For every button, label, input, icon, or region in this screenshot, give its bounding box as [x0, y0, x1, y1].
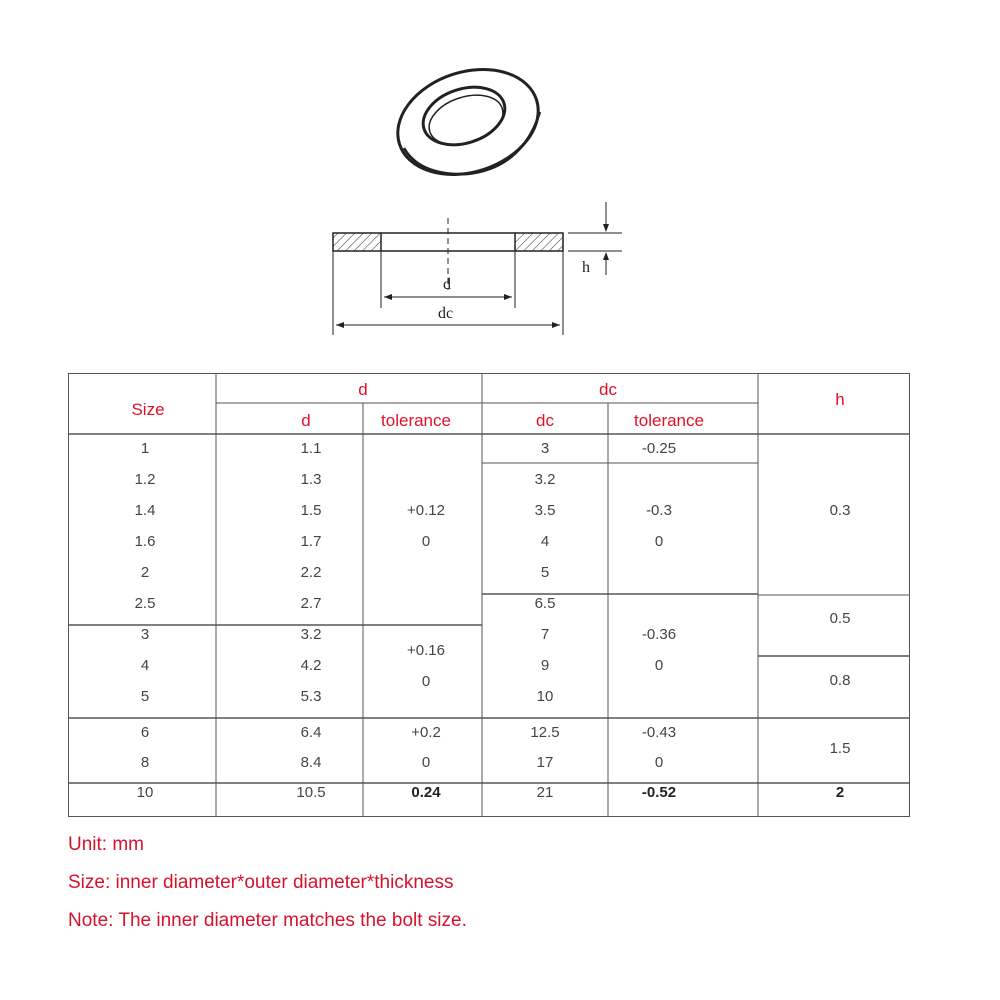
size-cell: 2 [140, 564, 150, 581]
dc-cell: 3.5 [534, 502, 556, 519]
dc-tolerance-upper: -0.43 [641, 724, 677, 741]
washer-cross-section [333, 202, 622, 335]
dc-cell: 6.5 [534, 595, 556, 612]
header-dc-group: dc [599, 380, 617, 399]
size-cell: 1.2 [134, 471, 156, 488]
dc-tolerance-upper: -0.52 [641, 784, 677, 801]
dc-cell: 12.5 [530, 724, 560, 741]
size-cell: 2.5 [134, 595, 156, 612]
size-cell: 5 [140, 688, 150, 705]
header-dc: dc [536, 411, 554, 430]
unit-note: Unit: mm [68, 834, 144, 855]
spec-table-svg [68, 373, 910, 817]
washer-perspective-icon [384, 52, 552, 192]
d-tolerance-upper: +0.12 [407, 502, 445, 519]
dc-cell: 7 [540, 626, 550, 643]
dc-tolerance-lower: 0 [654, 533, 664, 550]
d-cell: 8.4 [300, 754, 322, 771]
d-cell: 10.5 [296, 784, 326, 801]
h-cell: 2 [835, 784, 845, 801]
size-cell: 1.4 [134, 502, 156, 519]
header-d-group: d [358, 380, 368, 399]
washer-drawing-svg [300, 50, 640, 350]
d-cell: 1.3 [300, 471, 322, 488]
d-cell: 2.7 [300, 595, 322, 612]
d-cell: 1.1 [300, 440, 322, 457]
d-tolerance-lower: 0 [421, 754, 431, 771]
header-d-tolerance: tolerance [381, 411, 451, 430]
dc-cell: 3 [540, 440, 550, 457]
size-cell: 6 [140, 724, 150, 741]
d-tolerance-upper: +0.2 [411, 724, 441, 741]
h-cell: 1.5 [829, 740, 851, 757]
d-cell: 1.7 [300, 533, 322, 550]
h-cell: 0.3 [829, 502, 851, 519]
size-cell: 8 [140, 754, 150, 771]
size-note: Size: inner diameter*outer diameter*thickness [68, 872, 454, 893]
table-body [135, 440, 851, 801]
d-cell: 6.4 [300, 724, 322, 741]
header-dc-tolerance: tolerance [634, 411, 704, 430]
d-cell: 1.5 [300, 502, 322, 519]
dc-cell: 17 [536, 754, 554, 771]
dc-cell: 3.2 [534, 471, 556, 488]
washer-drawing [300, 50, 640, 350]
dc-cell: 10 [536, 688, 554, 705]
d-cell: 3.2 [300, 626, 322, 643]
d-dimension-label: d [443, 276, 451, 293]
h-cell: 0.8 [829, 672, 851, 689]
size-cell: 3 [140, 626, 150, 643]
dc-cell: 5 [540, 564, 550, 581]
d-cell: 2.2 [300, 564, 322, 581]
h-dimension-label: h [582, 259, 590, 276]
table-grid [68, 373, 910, 817]
header-size: Size [131, 400, 165, 419]
dc-cell: 9 [540, 657, 550, 674]
size-cell: 1 [140, 440, 150, 457]
size-cell: 10 [136, 784, 154, 801]
d-tolerance-lower: 0 [421, 533, 431, 550]
dc-tolerance-upper: -0.3 [646, 502, 672, 519]
h-cell: 0.5 [829, 610, 851, 627]
dc-tolerance-upper: -0.36 [641, 626, 677, 643]
bolt-note: Note: The inner diameter matches the bolt size. [68, 910, 467, 931]
d-cell: 4.2 [300, 657, 322, 674]
header-h: h [835, 390, 845, 409]
notes-block [68, 828, 928, 942]
size-cell: 1.6 [134, 533, 156, 550]
dc-tolerance-lower: 0 [654, 754, 664, 771]
dc-tolerance-upper: -0.25 [641, 440, 677, 457]
dc-cell: 21 [536, 784, 554, 801]
d-tolerance-upper: +0.16 [407, 642, 445, 659]
dc-cell: 4 [540, 533, 550, 550]
d-tolerance-lower: 0 [421, 673, 431, 690]
d-tolerance-upper: 0.24 [411, 784, 441, 801]
dc-dimension-label: dc [438, 305, 454, 322]
dc-tolerance-lower: 0 [654, 657, 664, 674]
d-cell: 5.3 [300, 688, 322, 705]
header-d: d [301, 411, 311, 430]
spec-table [68, 373, 910, 817]
size-cell: 4 [140, 657, 150, 674]
